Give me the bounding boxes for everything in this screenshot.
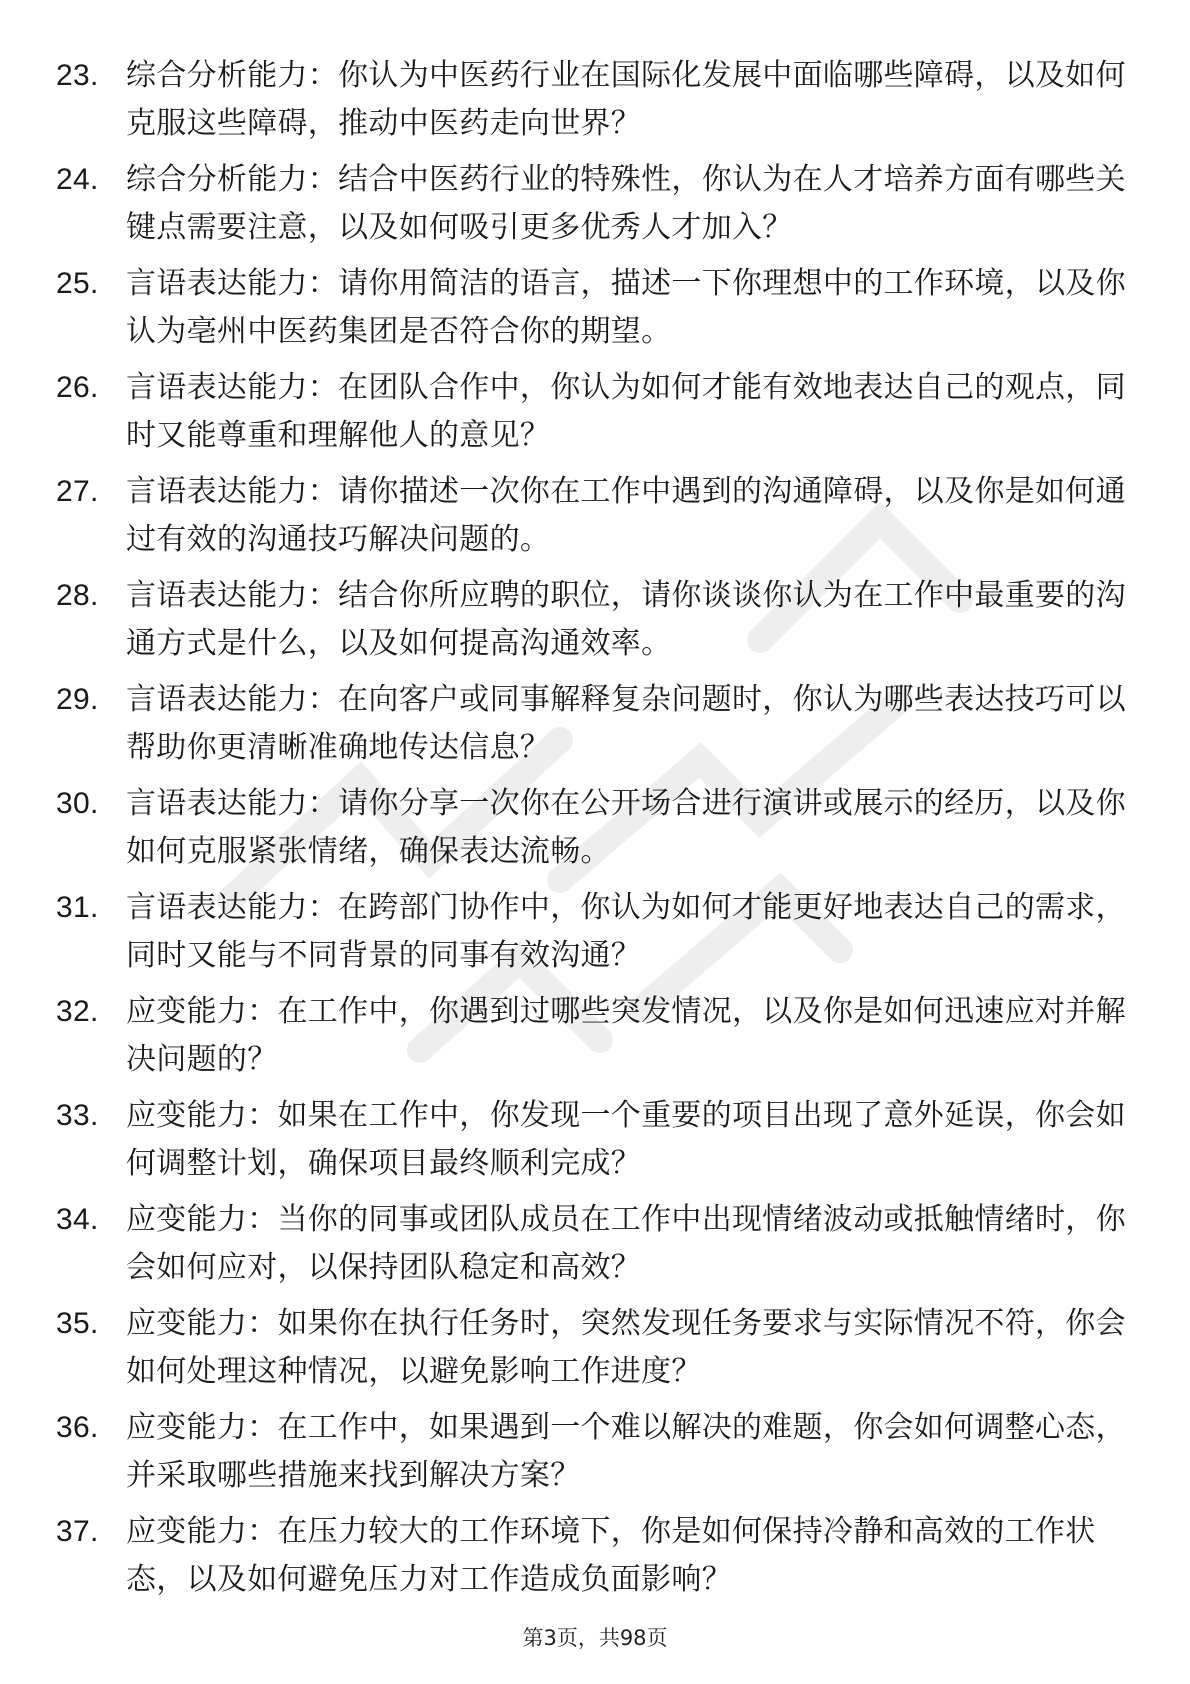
- question-item: [56, 1300, 1136, 1396]
- question-text: 综合分析能力：结合中医药行业的特殊性，你认为在人才培养方面有哪些关键点需要注意，以及如何吸引更多优秀人才加入？: [126, 162, 1126, 245]
- question-item: [56, 572, 1136, 668]
- question-number: 29.: [56, 683, 99, 716]
- question-item: [56, 156, 1136, 252]
- question-text: 言语表达能力：请你描述一次你在工作中遇到的沟通障碍，以及你是如何通过有效的沟通技巧解决问题的。: [126, 474, 1126, 557]
- question-number: 35.: [56, 1307, 99, 1340]
- question-item: [56, 1092, 1136, 1188]
- question-number: 28.: [56, 579, 99, 612]
- question-item: [56, 780, 1136, 876]
- question-text: 应变能力：在压力较大的工作环境下，你是如何保持冷静和高效的工作状态，以及如何避免压力对工作造成负面影响？: [126, 1514, 1096, 1597]
- question-item: [56, 52, 1136, 148]
- question-text: 言语表达能力：结合你所应聘的职位，请你谈谈你认为在工作中最重要的沟通方式是什么，以及如何提高沟通效率。: [126, 578, 1126, 661]
- question-text: 言语表达能力：请你用简洁的语言，描述一下你理想中的工作环境，以及你认为亳州中医药集团是否符合你的期望。: [126, 266, 1126, 349]
- question-text: 应变能力：在工作中，如果遇到一个难以解决的难题，你会如何调整心态，并采取哪些措施来找到解决方案？: [126, 1410, 1126, 1493]
- question-number: 23.: [56, 59, 99, 92]
- question-number: 34.: [56, 1203, 99, 1236]
- question-text: 综合分析能力：你认为中医药行业在国际化发展中面临哪些障碍，以及如何克服这些障碍，推动中医药走向世界？: [126, 58, 1126, 141]
- question-text: 言语表达能力：在跨部门协作中，你认为如何才能更好地表达自己的需求，同时又能与不同背景的同事有效沟通？: [126, 890, 1126, 973]
- question-text: 应变能力：如果在工作中，你发现一个重要的项目出现了意外延误，你会如何调整计划，确保项目最终顺利完成？: [126, 1098, 1126, 1181]
- question-item: [56, 468, 1136, 564]
- question-text: 应变能力：如果你在执行任务时，突然发现任务要求与实际情况不符，你会如何处理这种情况，以避免影响工作进度？: [126, 1306, 1126, 1389]
- question-number: 24.: [56, 163, 99, 196]
- question-number: 26.: [56, 371, 99, 404]
- question-item: [56, 884, 1136, 980]
- question-number: 37.: [56, 1515, 99, 1548]
- question-list: [56, 52, 1136, 1612]
- question-number: 25.: [56, 267, 99, 300]
- question-text: 言语表达能力：在团队合作中，你认为如何才能有效地表达自己的观点，同时又能尊重和理解他人的意见？: [126, 370, 1126, 453]
- question-number: 27.: [56, 475, 99, 508]
- question-item: [56, 988, 1136, 1084]
- question-number: 31.: [56, 891, 99, 924]
- question-number: 36.: [56, 1411, 99, 1444]
- question-item: [56, 1404, 1136, 1500]
- question-number: 32.: [56, 995, 99, 1028]
- question-item: [56, 676, 1136, 772]
- question-item: [56, 260, 1136, 356]
- question-text: 应变能力：在工作中，你遇到过哪些突发情况，以及你是如何迅速应对并解决问题的？: [126, 994, 1126, 1077]
- question-number: 30.: [56, 787, 99, 820]
- question-text: 应变能力：当你的同事或团队成员在工作中出现情绪波动或抵触情绪时，你会如何应对，以保持团队稳定和高效？: [126, 1202, 1126, 1285]
- question-item: [56, 1196, 1136, 1292]
- question-item: [56, 1508, 1136, 1604]
- question-text: 言语表达能力：在向客户或同事解释复杂问题时，你认为哪些表达技巧可以帮助你更清晰准确地传达信息？: [126, 682, 1126, 765]
- question-text: 言语表达能力：请你分享一次你在公开场合进行演讲或展示的经历，以及你如何克服紧张情绪，确保表达流畅。: [126, 786, 1126, 869]
- question-item: [56, 364, 1136, 460]
- page-number: 第3页，共98页: [522, 1626, 668, 1650]
- question-number: 33.: [56, 1099, 99, 1132]
